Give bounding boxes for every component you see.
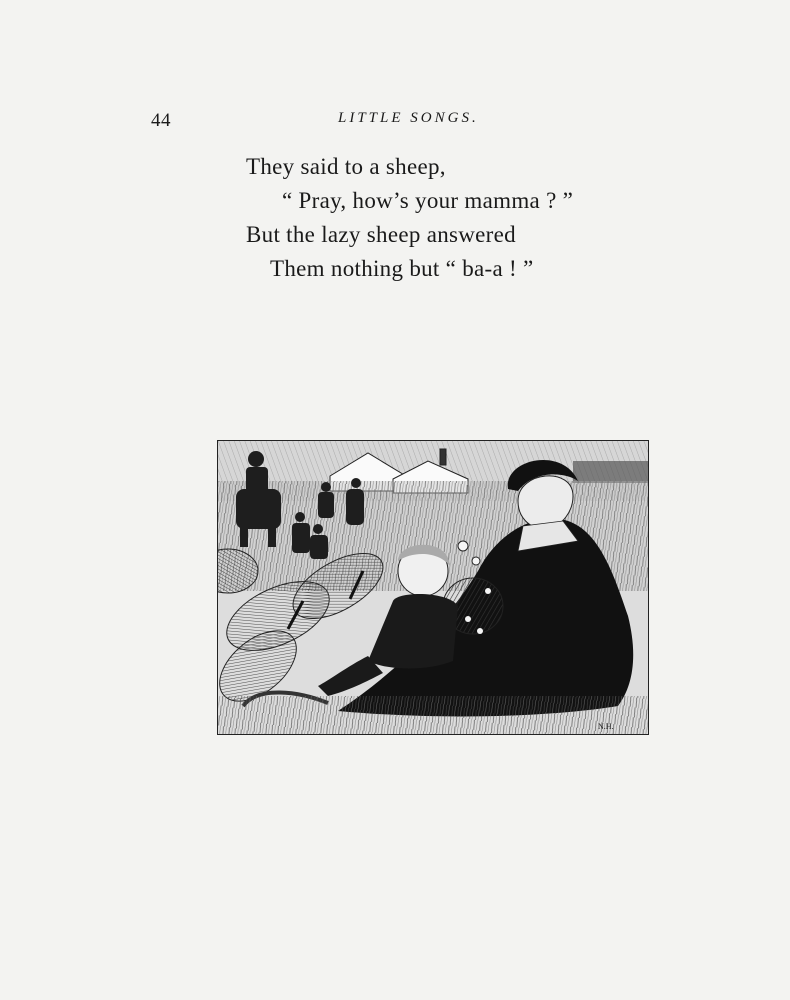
poem: [246, 150, 573, 286]
engraving-illustration: [217, 440, 649, 735]
poem-line: Them nothing but “ ba-a ! ”: [270, 256, 534, 281]
poem-line: “ Pray, how’s your mamma ? ”: [282, 188, 574, 213]
running-head: LITTLE SONGS.: [338, 110, 479, 126]
page-number: 44: [151, 110, 171, 131]
poem-line: But the lazy sheep answered: [246, 222, 516, 247]
poem-line: They said to a sheep,: [246, 154, 446, 179]
engraving-signature: N.H.: [598, 722, 614, 731]
harvest-scene-engraving: [218, 441, 648, 734]
foreground-grass: [218, 696, 648, 734]
